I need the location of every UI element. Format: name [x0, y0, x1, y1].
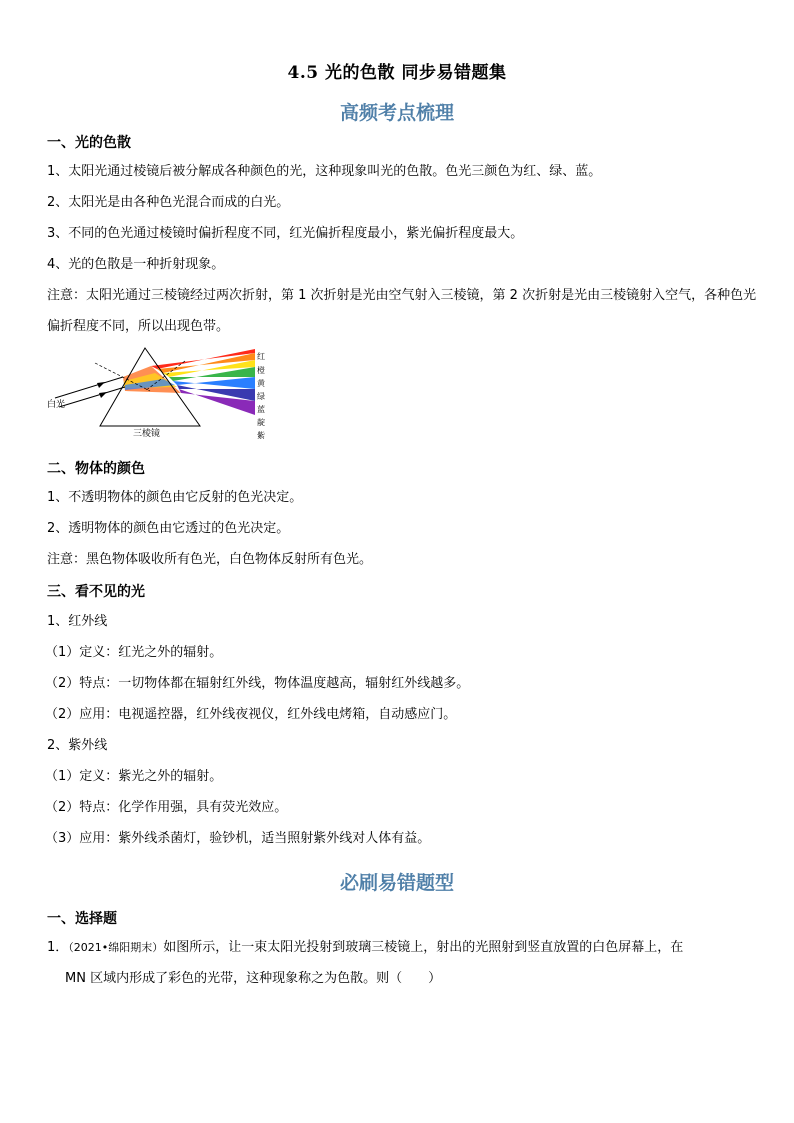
label-green: 绿 — [257, 392, 265, 401]
section-title-practice: 必刷易错题型 — [339, 872, 454, 894]
paragraph-note-black-white: 注意：黑色物体吸收所有色光，白色物体反射所有色光。 — [47, 552, 373, 567]
document-title: 4.5 光的色散 同步易错题集 — [287, 63, 507, 83]
infrared-title: 1、红外线 — [47, 614, 108, 629]
ultraviolet-title: 2、紫外线 — [47, 738, 108, 753]
label-red: 红 — [257, 352, 265, 361]
heading-dispersion: 一、光的色散 — [47, 135, 131, 151]
section-title-summary: 高频考点梳理 — [339, 102, 454, 124]
paragraph-4: 4、光的色散是一种折射现象。 — [47, 257, 225, 272]
paragraph-2: 2、太阳光是由各种色光混合而成的白光。 — [47, 195, 290, 210]
paragraph-transparent: 2、透明物体的颜色由它透过的色光决定。 — [47, 521, 290, 536]
heading-invisible-light: 三、看不见的光 — [47, 584, 145, 600]
heading-choice-questions: 一、选择题 — [47, 911, 117, 927]
label-yellow: 黄 — [257, 379, 265, 388]
paragraph-3: 3、不同的色光通过棱镜时偏折程度不同，红光偏折程度最小，紫光偏折程度最大。 — [47, 226, 524, 241]
infrared-application: （2）应用：电视遥控器，红外线夜视仪，红外线电烤箱，自动感应门。 — [45, 707, 457, 722]
paragraph-opaque: 1、不透明物体的颜色由它反射的色光决定。 — [47, 490, 303, 505]
question-number: 1． — [47, 940, 69, 955]
heading-object-color: 二、物体的颜色 — [47, 461, 145, 477]
label-orange: 橙 — [257, 366, 265, 375]
label-blue: 蓝 — [257, 405, 265, 414]
note-paragraph: 注意：太阳光通过三棱镜经过两次折射，第 1 次折射是光由空气射入三棱镜，第 2 次折射是光由三棱镜射入空气，各种色光偏折程度不同，所以出现色带。 — [47, 288, 757, 334]
ultraviolet-definition: （1）定义：紫光之外的辐射。 — [45, 769, 223, 784]
infrared-definition: （1）定义：红光之外的辐射。 — [45, 645, 223, 660]
question-source: （2021•绵阳期末） — [68, 941, 164, 954]
label-prism: 三棱镜 — [133, 429, 161, 439]
question-text-line2: MN 区域内形成了彩色的光带，这种现象称之为色散。则（ ） — [65, 971, 442, 986]
ultraviolet-application: （3）应用：紫外线杀菌灯，验钞机，适当照射紫外线对人体有益。 — [45, 831, 431, 846]
question-1 — [47, 932, 757, 994]
question-text-line1: 如图所示，让一束太阳光投射到玻璃三棱镜上，射出的光照射到竖直放置的白色屏幕上，在 — [163, 940, 684, 955]
paragraph-1: 1、太阳光通过棱镜后被分解成各种颜色的光，这种现象叫光的色散。色光三颜色为红、绿、蓝。 — [47, 164, 602, 179]
label-violet: 紫 — [257, 431, 265, 440]
label-white-light: 白光 — [47, 400, 66, 410]
infrared-feature: （2）特点：一切物体都在辐射红外线，物体温度越高，辐射红外线越多。 — [45, 676, 470, 691]
ultraviolet-feature: （2）特点：化学作用强，具有荧光效应。 — [45, 800, 288, 815]
prism-dispersion-figure — [45, 343, 275, 448]
label-indigo: 靛 — [257, 418, 265, 427]
